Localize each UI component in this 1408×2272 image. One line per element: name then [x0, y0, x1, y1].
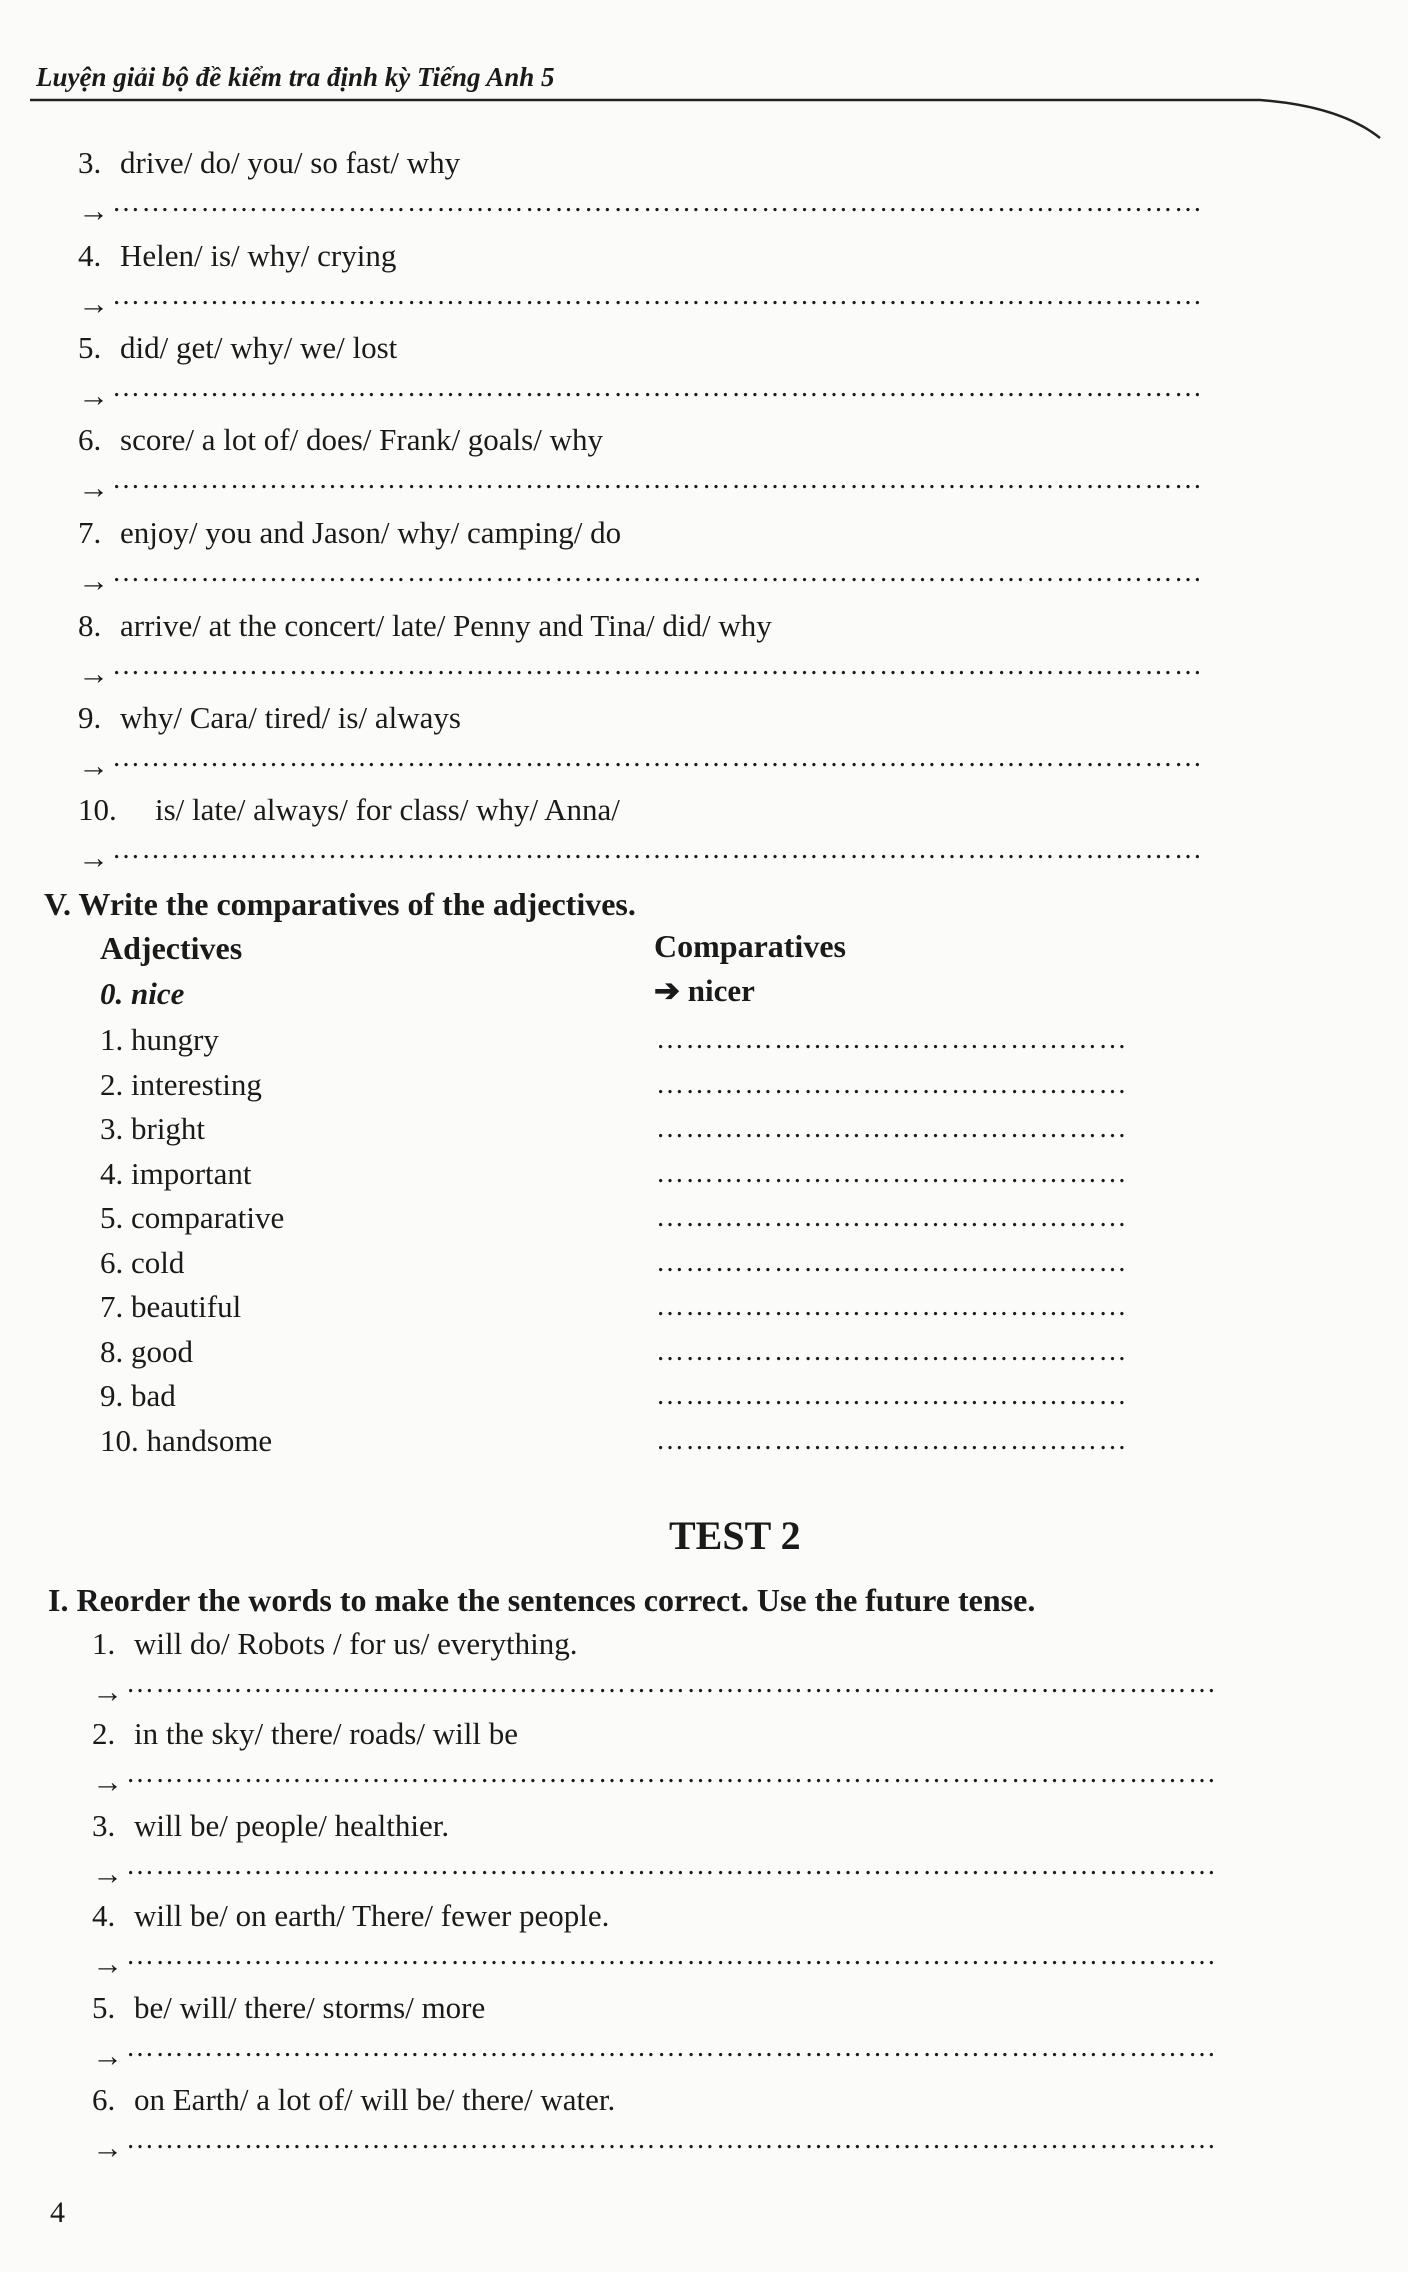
example-adjective: 0. nice: [100, 976, 185, 1011]
comparative-blank[interactable]: …………………………………………: [656, 1024, 1128, 1055]
answer-line[interactable]: …………………………………………………………………………………………………: [112, 464, 1204, 495]
answer-line[interactable]: …………………………………………………………………………………………………: [126, 2124, 1218, 2155]
test-2-title: TEST 2: [669, 1513, 801, 1558]
answer-arrow: →: [92, 1856, 123, 1891]
question-number: 1.: [92, 1626, 116, 1661]
adjectives-column-header: Adjectives: [100, 930, 243, 966]
question-number: 2.: [92, 1716, 116, 1751]
adjective-item: 9. bad: [100, 1378, 176, 1413]
adjective-item: 7. beautiful: [100, 1289, 242, 1324]
answer-arrow: →: [78, 563, 109, 598]
adjective-item: 2. interesting: [100, 1066, 262, 1102]
question-words: why/ Cara/ tired/ is/ always: [120, 700, 461, 735]
answer-line[interactable]: …………………………………………………………………………………………………: [112, 834, 1204, 865]
question-number: 4.: [92, 1898, 116, 1933]
comparative-blank[interactable]: …………………………………………: [656, 1291, 1128, 1322]
question-number: 8.: [78, 608, 102, 643]
question-words: be/ will/ there/ storms/ more: [134, 1990, 486, 2025]
question-words: enjoy/ you and Jason/ why/ camping/ do: [120, 515, 622, 550]
question-words: score/ a lot of/ does/ Frank/ goals/ why: [120, 422, 603, 457]
question-number: 9.: [78, 700, 102, 735]
question-number: 4.: [78, 238, 102, 273]
answer-line[interactable]: …………………………………………………………………………………………………: [126, 1850, 1218, 1881]
comparative-blank[interactable]: …………………………………………: [656, 1246, 1128, 1278]
answer-line[interactable]: …………………………………………………………………………………………………: [112, 650, 1204, 681]
comparatives-column-header: Comparatives: [654, 928, 846, 964]
answer-arrow: →: [92, 2038, 123, 2073]
running-header: Luyện giải bộ đề kiểm tra định kỳ Tiếng Anh 5: [36, 62, 555, 92]
adjective-item: 4. important: [100, 1155, 252, 1191]
question-words: will be/ people/ healthier.: [134, 1808, 450, 1843]
answer-arrow: →: [92, 2130, 123, 2165]
comparative-blank[interactable]: …………………………………………: [656, 1335, 1128, 1367]
adjective-item: 5. comparative: [100, 1200, 285, 1235]
question-number: 6.: [78, 422, 102, 457]
page-number: 4: [50, 2196, 65, 2229]
question-number: 5.: [92, 1990, 116, 2025]
question-number: 7.: [78, 515, 102, 550]
answer-line[interactable]: …………………………………………………………………………………………………: [126, 1758, 1218, 1789]
answer-arrow: →: [78, 378, 109, 413]
question-words: in the sky/ there/ roads/ will be: [134, 1716, 518, 1751]
adjective-item: 6. cold: [100, 1244, 185, 1280]
answer-arrow: →: [92, 1674, 123, 1709]
adjective-item: 3. bright: [100, 1111, 206, 1146]
comparative-blank[interactable]: …………………………………………: [656, 1068, 1128, 1100]
comparative-blank[interactable]: …………………………………………: [656, 1113, 1128, 1144]
comparative-blank[interactable]: …………………………………………: [656, 1424, 1128, 1456]
answer-line[interactable]: …………………………………………………………………………………………………: [112, 742, 1204, 773]
answer-line[interactable]: …………………………………………………………………………………………………: [126, 1668, 1218, 1699]
answer-line[interactable]: …………………………………………………………………………………………………: [112, 372, 1204, 403]
question-words: will do/ Robots / for us/ everything.: [134, 1626, 578, 1661]
answer-arrow: →: [92, 1764, 123, 1799]
question-words: is/ late/ always/ for class/ why/ Anna/: [155, 792, 620, 827]
answer-arrow: →: [78, 286, 109, 321]
adjective-item: 1. hungry: [100, 1022, 219, 1057]
section-i-title: I. Reorder the words to make the sentences correct. Use the future tense.: [48, 1582, 1036, 1618]
question-words: drive/ do/ you/ so fast/ why: [120, 145, 461, 180]
question-number: 5.: [78, 330, 102, 365]
question-number: 3.: [92, 1808, 116, 1843]
question-number: 6.: [92, 2082, 116, 2117]
question-number: 10.: [78, 792, 117, 827]
question-number: 3.: [78, 145, 102, 180]
adjective-item: 10. handsome: [100, 1422, 273, 1458]
comparative-blank[interactable]: …………………………………………: [656, 1157, 1128, 1189]
section-v-title: V. Write the comparatives of the adjectives.: [44, 886, 636, 922]
comparative-blank[interactable]: …………………………………………: [656, 1380, 1128, 1411]
question-words: will be/ on earth/ There/ fewer people.: [134, 1898, 610, 1933]
answer-line[interactable]: …………………………………………………………………………………………………: [112, 280, 1204, 311]
answer-arrow: →: [78, 840, 109, 875]
answer-arrow: →: [78, 748, 109, 783]
answer-arrow: →: [78, 470, 109, 505]
answer-line[interactable]: …………………………………………………………………………………………………: [112, 187, 1204, 218]
question-words: arrive/ at the concert/ late/ Penny and Tina/ did/ why: [120, 608, 772, 643]
answer-line[interactable]: …………………………………………………………………………………………………: [126, 2032, 1218, 2063]
comparative-blank[interactable]: …………………………………………: [656, 1202, 1128, 1233]
question-words: did/ get/ why/ we/ lost: [120, 330, 398, 365]
question-words: on Earth/ a lot of/ will be/ there/ water.: [134, 2082, 616, 2117]
answer-arrow: →: [78, 656, 109, 691]
adjective-item: 8. good: [100, 1333, 193, 1369]
answer-arrow: →: [78, 193, 109, 228]
answer-line[interactable]: …………………………………………………………………………………………………: [126, 1940, 1218, 1971]
answer-arrow: →: [92, 1946, 123, 1981]
question-words: Helen/ is/ why/ crying: [120, 238, 397, 273]
example-comparative: ➔ nicer: [654, 973, 755, 1008]
answer-line[interactable]: …………………………………………………………………………………………………: [112, 557, 1204, 588]
